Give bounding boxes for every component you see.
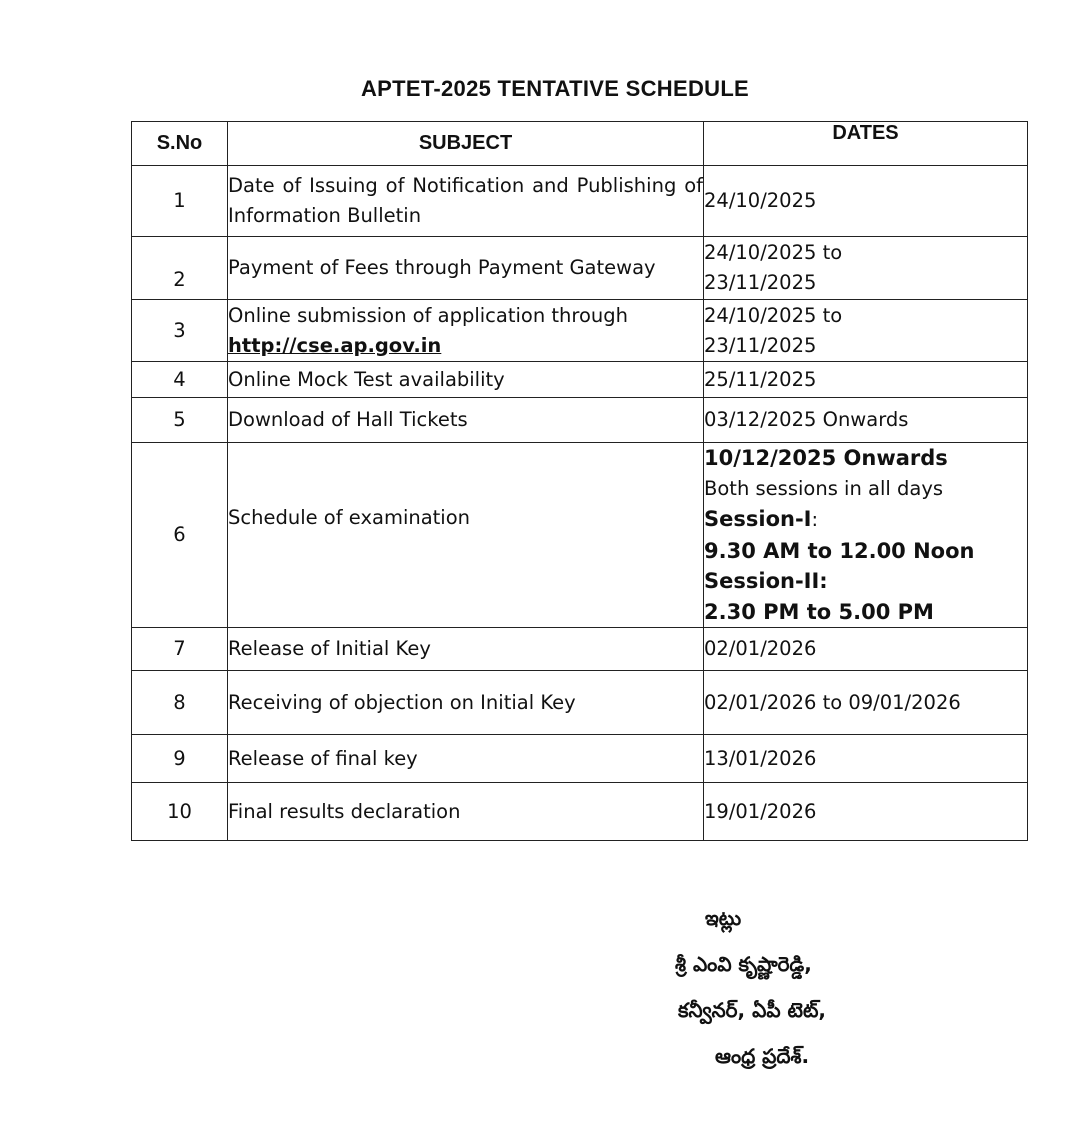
row-sno: 7 <box>132 628 228 671</box>
signature-name: శ్రీ ఎంవి కృష్ణారెడ్డి, <box>675 952 812 976</box>
row-dates: 25/11/2025 <box>704 362 1028 398</box>
table-row <box>132 628 1028 671</box>
date-line: 23/11/2025 <box>704 271 817 294</box>
row-sno: 8 <box>132 671 228 735</box>
table-row <box>132 671 1028 735</box>
date-line: 24/10/2025 to <box>704 303 843 327</box>
row-subject: Schedule of examination <box>228 443 704 628</box>
row-sno: 3 <box>132 300 228 362</box>
exam-start-date: 10/12/2025 Onwards <box>704 446 948 470</box>
row-sno: 10 <box>132 783 228 841</box>
schedule-table <box>131 121 1028 841</box>
table-row <box>132 783 1028 841</box>
row-subject: Release of Initial Key <box>228 628 704 671</box>
table-header-row <box>132 122 1028 166</box>
row-sno: 2 <box>132 237 228 300</box>
exam-note: Both sessions in all days <box>704 476 944 500</box>
row-subject: Online Mock Test availability <box>228 362 704 398</box>
table-row <box>132 398 1028 443</box>
document-title: APTET-2025 TENTATIVE SCHEDULE <box>360 76 750 101</box>
row-dates-block: 10/12/2025 Onwards Both sessions in all days Session-I: 9.30 AM to 12.00 Noon Session-II: 2.30 PM to 5.00 PM <box>704 443 1028 628</box>
row-dates: 13/01/2026 <box>704 735 1028 783</box>
row-sno: 5 <box>132 398 228 443</box>
table-row <box>132 362 1028 398</box>
application-link[interactable]: http://cse.ap.gov.in <box>228 333 442 357</box>
table-row <box>132 237 1028 300</box>
row-dates: 19/01/2026 <box>704 783 1028 841</box>
row-subject: Receiving of objection on Initial Key <box>228 671 704 735</box>
table-row <box>132 300 1028 362</box>
row-subject: Release of final key <box>228 735 704 783</box>
session1-time: 9.30 AM to 12.00 Noon <box>704 538 975 563</box>
signature-line: ఇట్లు <box>705 906 742 930</box>
row-subject <box>228 300 704 362</box>
row-sno: 4 <box>132 362 228 398</box>
table-row <box>132 735 1028 783</box>
table-row <box>132 443 1028 628</box>
date-line: 23/11/2025 <box>704 333 817 357</box>
row-subject: Download of Hall Tickets <box>228 398 704 443</box>
row-sno: 1 <box>132 166 228 237</box>
row-subject: Payment of Fees through Payment Gateway <box>228 237 704 300</box>
header-dates: DATES <box>704 122 1028 166</box>
row-sno: 6 <box>132 443 228 628</box>
session1-label: Session-I <box>704 507 812 531</box>
header-subject: SUBJECT <box>228 122 704 166</box>
date-line: 24/10/2025 to <box>704 241 843 264</box>
row-subject: Date of Issuing of Notification and Publishing of Information Bulletin <box>228 166 704 237</box>
table-row <box>132 166 1028 237</box>
row-dates: 02/01/2026 <box>704 628 1028 671</box>
header-sno: S.No <box>132 122 228 166</box>
session2-time: 2.30 PM to 5.00 PM <box>704 599 934 624</box>
signature-state: ఆంధ్ర ప్రదేశ్. <box>715 1044 810 1068</box>
signature-block <box>660 895 880 1079</box>
row-dates: 24/10/2025 <box>704 166 1028 237</box>
row-sno: 9 <box>132 735 228 783</box>
row-dates <box>704 237 1028 300</box>
row-dates: 02/01/2026 to 09/01/2026 <box>704 671 1028 735</box>
signature-designation: కన్వీనర్, ఏపీ టెట్, <box>678 998 826 1022</box>
row-dates <box>704 300 1028 362</box>
row-subject: Final results declaration <box>228 783 704 841</box>
row-dates: 03/12/2025 Onwards <box>704 398 1028 443</box>
subject-text: Online submission of application through <box>228 303 629 327</box>
session2-label: Session-II: <box>704 569 828 593</box>
